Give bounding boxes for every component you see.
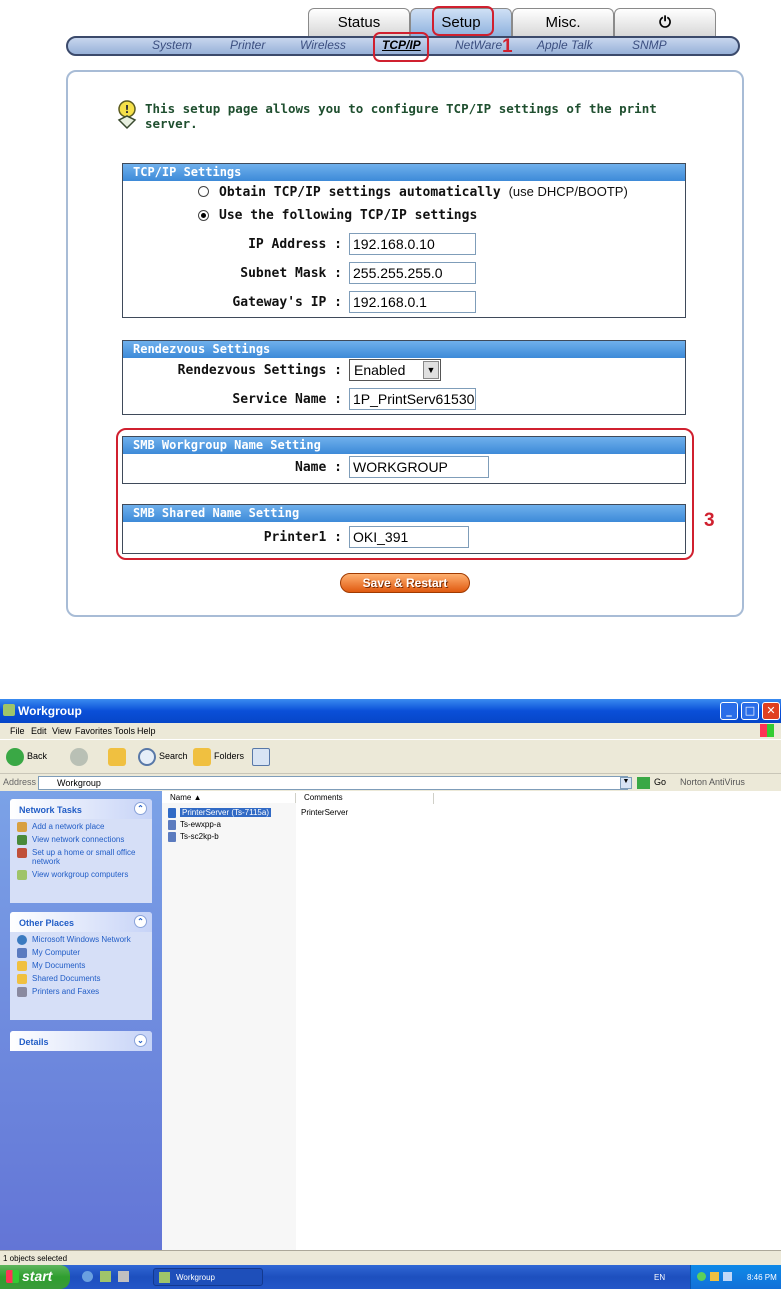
back-arrow-icon[interactable] — [6, 748, 24, 766]
item-comment: PrinterServer — [301, 808, 349, 817]
auto-label-text: Obtain TCP/IP settings automatically — [219, 185, 501, 200]
link-microsoft-windows-network[interactable] — [10, 935, 152, 944]
windows-logo-icon — [6, 1270, 19, 1283]
address-label: Address — [3, 777, 37, 787]
menu-edit[interactable]: Edit — [31, 726, 47, 736]
save-restart-button[interactable]: Save & Restart — [340, 573, 470, 593]
radio-obtain-auto[interactable] — [198, 186, 209, 197]
gateway-label: Gateway's IP : — [232, 295, 342, 310]
computer-icon — [168, 820, 176, 830]
subnet-mask-field[interactable]: 255.255.255.0 — [349, 262, 476, 284]
tab-logout[interactable]: ⏻ — [614, 8, 716, 36]
item-name: PrinterServer (Ts-7115a) — [182, 808, 269, 817]
chevron-down-icon[interactable]: ▼ — [423, 361, 439, 379]
search-button[interactable]: Search — [159, 751, 188, 761]
network-connections-icon — [17, 835, 27, 845]
workgroup-name-label: Name : — [295, 460, 342, 475]
other-places-box — [10, 912, 152, 1020]
ip-address-field[interactable]: 192.168.0.10 — [349, 233, 476, 255]
tray-icon[interactable] — [723, 1272, 732, 1281]
status-bar: 1 objects selected — [0, 1250, 781, 1265]
windows-logo-icon — [760, 724, 774, 737]
print-server-web-ui — [0, 0, 781, 640]
subnav-printer[interactable]: Printer — [230, 38, 266, 52]
rendezvous-select-value: Enabled — [354, 362, 406, 378]
list-item[interactable] — [168, 832, 219, 841]
ie-quicklaunch-icon[interactable] — [82, 1271, 93, 1282]
callout-box-setup — [432, 6, 494, 36]
network-quicklaunch-icon[interactable] — [100, 1271, 111, 1282]
back-button[interactable]: Back — [27, 751, 48, 761]
svg-text:!: ! — [124, 103, 130, 116]
explorer-window — [0, 699, 781, 1289]
link-my-computer[interactable] — [10, 948, 152, 957]
menu-file[interactable]: File — [10, 726, 25, 736]
ip-address-label: IP Address : — [248, 237, 342, 252]
home-network-icon — [17, 848, 27, 858]
link-view-network-connections[interactable] — [10, 835, 152, 844]
link-add-network-place[interactable] — [10, 822, 152, 831]
info-lightbulb-icon — [116, 100, 138, 130]
list-item[interactable] — [168, 820, 221, 829]
menu-help[interactable]: Help — [137, 726, 156, 736]
gateway-field[interactable]: 192.168.0.1 — [349, 291, 476, 313]
link-label: View network connections — [32, 835, 125, 844]
details-title: Details — [19, 1037, 49, 1047]
computer-icon — [17, 948, 27, 958]
collapse-chevron-icon[interactable]: ⌃ — [134, 802, 147, 815]
subnav-snmp[interactable]: SNMP — [632, 38, 667, 52]
chevron-down-icon[interactable]: ▼ — [620, 777, 632, 789]
other-places-title: Other Places — [19, 918, 75, 928]
minimize-button[interactable]: _ — [720, 702, 738, 720]
tab-misc[interactable]: Misc. — [512, 8, 614, 36]
section-heading: Rendezvous Settings — [123, 341, 685, 358]
info-text: This setup page allows you to configure TCP/IP settings of the print server. — [145, 101, 657, 131]
printer-icon — [17, 987, 27, 997]
tray-icon[interactable] — [697, 1272, 706, 1281]
callout-label-1: 1 — [502, 36, 513, 57]
column-header-name[interactable]: Name ▲ — [162, 793, 296, 804]
address-bar — [0, 773, 781, 791]
address-field[interactable] — [38, 776, 628, 790]
callout-box-tcpip — [373, 32, 429, 62]
name-column-bg — [162, 803, 296, 1250]
search-icon[interactable] — [138, 748, 156, 766]
taskbar-item-workgroup[interactable] — [153, 1268, 263, 1286]
language-indicator[interactable]: EN — [654, 1273, 666, 1282]
radio-use-following-label: Use the following TCP/IP settings — [219, 208, 478, 223]
go-button[interactable]: Go — [654, 777, 667, 787]
tray-icon[interactable] — [710, 1272, 719, 1281]
subnav-netware[interactable]: NetWare — [455, 38, 503, 52]
app-quicklaunch-icon[interactable] — [118, 1271, 129, 1282]
taskbar — [0, 1265, 781, 1289]
rendezvous-select[interactable] — [349, 359, 441, 381]
norton-antivirus-label[interactable]: Norton AntiVirus — [680, 777, 745, 787]
network-tasks-heading[interactable] — [10, 799, 152, 819]
network-tasks-title: Network Tasks — [19, 805, 82, 815]
printer1-label: Printer1 : — [263, 530, 342, 545]
section-heading: TCP/IP Settings — [123, 164, 685, 181]
link-label: My Documents — [32, 961, 86, 970]
task-pane — [0, 791, 162, 1250]
section-heading: SMB Shared Name Setting — [123, 505, 685, 522]
link-my-documents[interactable] — [10, 961, 152, 970]
subnav-system[interactable]: System — [152, 38, 193, 52]
list-item[interactable] — [168, 808, 271, 817]
computer-icon — [168, 808, 176, 818]
link-label: Printers and Faxes — [32, 987, 100, 996]
folders-button[interactable]: Folders — [214, 751, 245, 761]
window-title: Workgroup — [18, 704, 82, 718]
views-icon[interactable] — [252, 748, 270, 766]
link-label: My Computer — [32, 948, 81, 957]
tab-setup[interactable]: Setup — [410, 8, 512, 36]
menu-tools[interactable]: Tools — [114, 726, 136, 736]
network-icon — [159, 1272, 170, 1283]
link-label: Shared Documents — [32, 974, 101, 983]
link-label: Set up a home or small office network — [32, 848, 136, 866]
details-heading[interactable] — [10, 1031, 152, 1051]
start-label: start — [22, 1268, 53, 1284]
up-folder-icon[interactable] — [108, 748, 126, 766]
column-header-comments[interactable]: Comments — [296, 793, 434, 804]
item-name: Ts-ewxpp-a — [180, 820, 221, 829]
subnav-wireless[interactable]: Wireless — [300, 38, 346, 52]
maximize-button[interactable]: □ — [741, 702, 759, 720]
link-label: Microsoft Windows Network — [32, 935, 131, 944]
globe-icon — [17, 935, 27, 945]
section-heading: SMB Workgroup Name Setting — [123, 437, 685, 454]
printer1-field[interactable]: OKI_391 — [349, 526, 469, 548]
network-icon — [3, 704, 15, 716]
link-printers-faxes[interactable] — [10, 987, 152, 996]
file-list — [162, 791, 781, 1250]
menu-view[interactable]: View — [52, 726, 72, 736]
workgroup-name-field[interactable]: WORKGROUP — [349, 456, 489, 478]
link-label: View workgroup computers — [32, 870, 129, 879]
auto-note-text: (use DHCP/BOOTP) — [508, 184, 628, 199]
task-label: Workgroup — [176, 1273, 215, 1282]
start-button[interactable] — [0, 1265, 70, 1289]
go-arrow-icon[interactable] — [637, 777, 650, 789]
computer-icon — [168, 832, 176, 842]
system-tray — [690, 1265, 781, 1289]
service-name-field[interactable]: 1P_PrintServ61530 — [349, 388, 476, 410]
radio-obtain-auto-label — [219, 184, 628, 200]
forward-arrow-icon[interactable] — [70, 748, 88, 766]
address-value: Workgroup — [57, 778, 101, 788]
window-titlebar — [0, 699, 781, 723]
subnet-mask-label: Subnet Mask : — [240, 266, 342, 281]
network-tasks-box — [10, 799, 152, 903]
subnav-tcpip[interactable]: TCP/IP — [382, 38, 421, 52]
column-name-label: Name — [170, 793, 192, 802]
folders-icon[interactable] — [193, 748, 211, 766]
workgroup-icon — [17, 870, 27, 880]
rendezvous-label: Rendezvous Settings : — [177, 363, 342, 378]
item-name: Ts-sc2kp-b — [180, 832, 219, 841]
details-box — [10, 1031, 152, 1051]
menu-favorites[interactable]: Favorites — [75, 726, 113, 736]
folder-icon — [17, 961, 27, 971]
tab-status[interactable]: Status — [308, 8, 410, 36]
other-places-heading[interactable] — [10, 912, 152, 932]
toolbar — [0, 739, 781, 773]
link-setup-home-network[interactable] — [10, 848, 152, 866]
expand-chevron-icon[interactable]: ⌄ — [134, 1034, 147, 1047]
callout-box-smb — [116, 428, 694, 560]
close-button[interactable]: ✕ — [762, 702, 780, 720]
menu-bar — [0, 723, 781, 739]
link-view-workgroup-computers[interactable] — [10, 870, 152, 879]
callout-label-3: 3 — [704, 510, 715, 531]
link-label: Add a network place — [32, 822, 105, 831]
clock: 8:46 PM — [747, 1273, 777, 1282]
collapse-chevron-icon[interactable]: ⌃ — [134, 915, 147, 928]
network-place-icon — [17, 822, 27, 832]
folder-icon — [17, 974, 27, 984]
service-name-label: Service Name : — [232, 392, 342, 407]
subnav-appletalk[interactable]: Apple Talk — [537, 38, 593, 52]
link-shared-documents[interactable] — [10, 974, 152, 983]
radio-use-following[interactable] — [198, 210, 209, 221]
